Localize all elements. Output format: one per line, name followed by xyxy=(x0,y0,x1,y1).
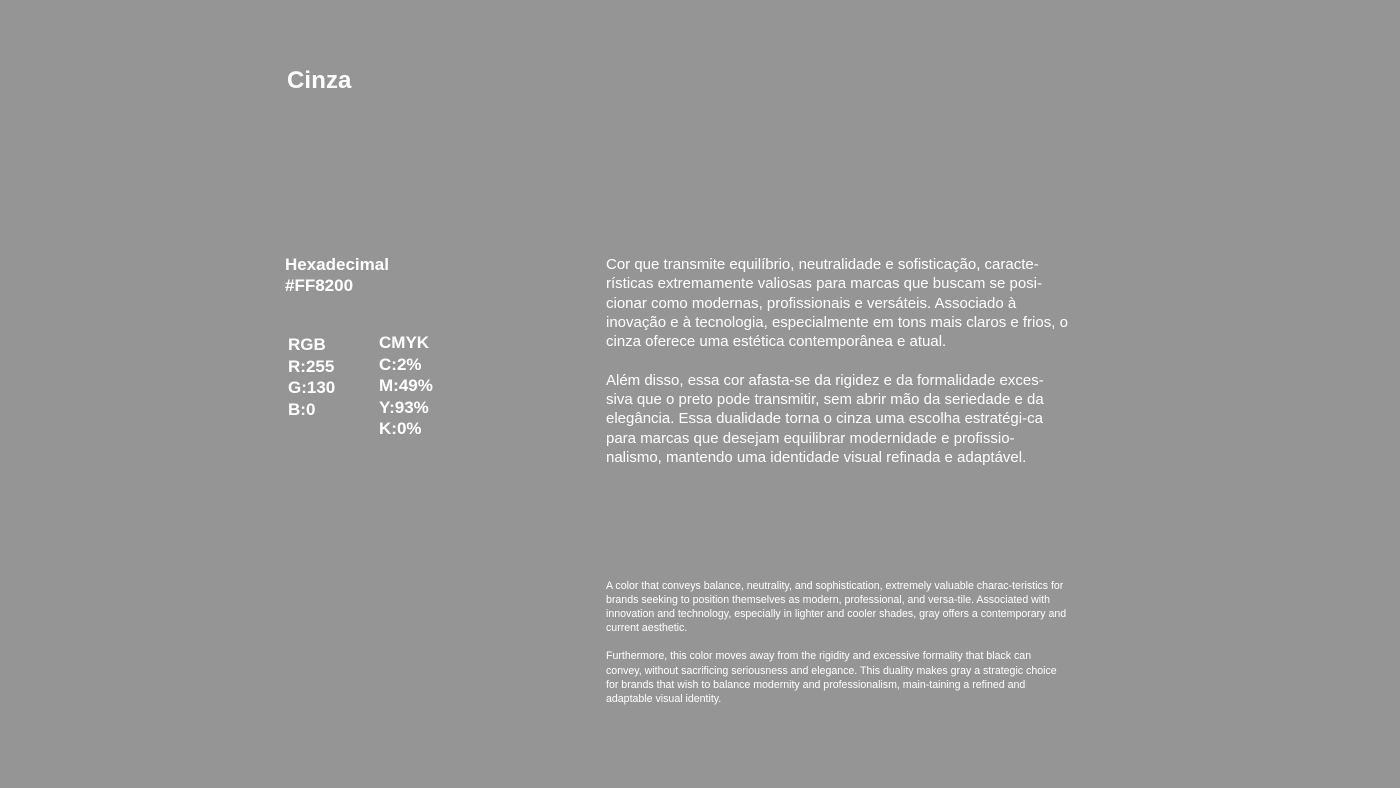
hex-block xyxy=(285,254,389,296)
rgb-label: RGB xyxy=(288,335,326,354)
hex-value: #FF8200 xyxy=(285,276,354,295)
cmyk-m-value: M:49% xyxy=(379,376,433,395)
description-pt-paragraph-2: Além disso, essa cor afasta-se da rigidez e da formalidade exces-siva que o preto pode transmitir, sem abrir mão da seriedade e da elegância. Essa dualidade torna o cinza uma escolha estratégi-ca para marcas que desejam equilibrar modernidade e profissio-nalismo, mantendo uma identidade visual refinada e adaptável. xyxy=(606,371,1044,466)
cmyk-label: CMYK xyxy=(379,333,430,352)
cmyk-c-value: C:2% xyxy=(379,354,422,374)
rgb-r-value: R:255 xyxy=(288,356,335,376)
description-en-paragraph-2: Furthermore, this color moves away from the rigidity and excessive formality that black can convey, without sacrificing seriousness and elegance. This duality makes gray a strategic choice for brands that wish to balance modernity and professionalism, main-taining a refined and adaptable visual identity. xyxy=(606,650,1057,705)
description-pt-paragraph-1: Cor que transmite equilíbrio, neutralidade e sofisticação, caracte-rísticas extremamente valiosas para marcas que buscam se posi-cionar como modernas, profissionais e versáteis. Associado à inovação e à tecnologia, especialmente em tons mais claros e frios, o cinza oferece uma estética contemporânea e atual. xyxy=(606,256,1068,351)
description-english xyxy=(606,579,1068,720)
description-portuguese xyxy=(606,255,1068,487)
cmyk-block xyxy=(379,332,433,440)
description-en-paragraph-1: A color that conveys balance, neutrality, and sophistication, extremely valuable charac-teristics for brands seeking to position themselves as modern, professional, and versa-tile. Associated with innovation and technology, especially in lighter and cooler shades, gray offers a contemporary and current aesthetic. xyxy=(606,580,1067,635)
cmyk-y-value: Y:93% xyxy=(379,397,429,417)
rgb-block xyxy=(288,334,335,421)
rgb-b-value: B:0 xyxy=(288,400,316,420)
hex-label: Hexadecimal xyxy=(285,255,389,274)
rgb-g-value: G:130 xyxy=(288,378,336,398)
cmyk-k-value: K:0% xyxy=(379,419,422,438)
page-title: Cinza xyxy=(287,67,352,94)
